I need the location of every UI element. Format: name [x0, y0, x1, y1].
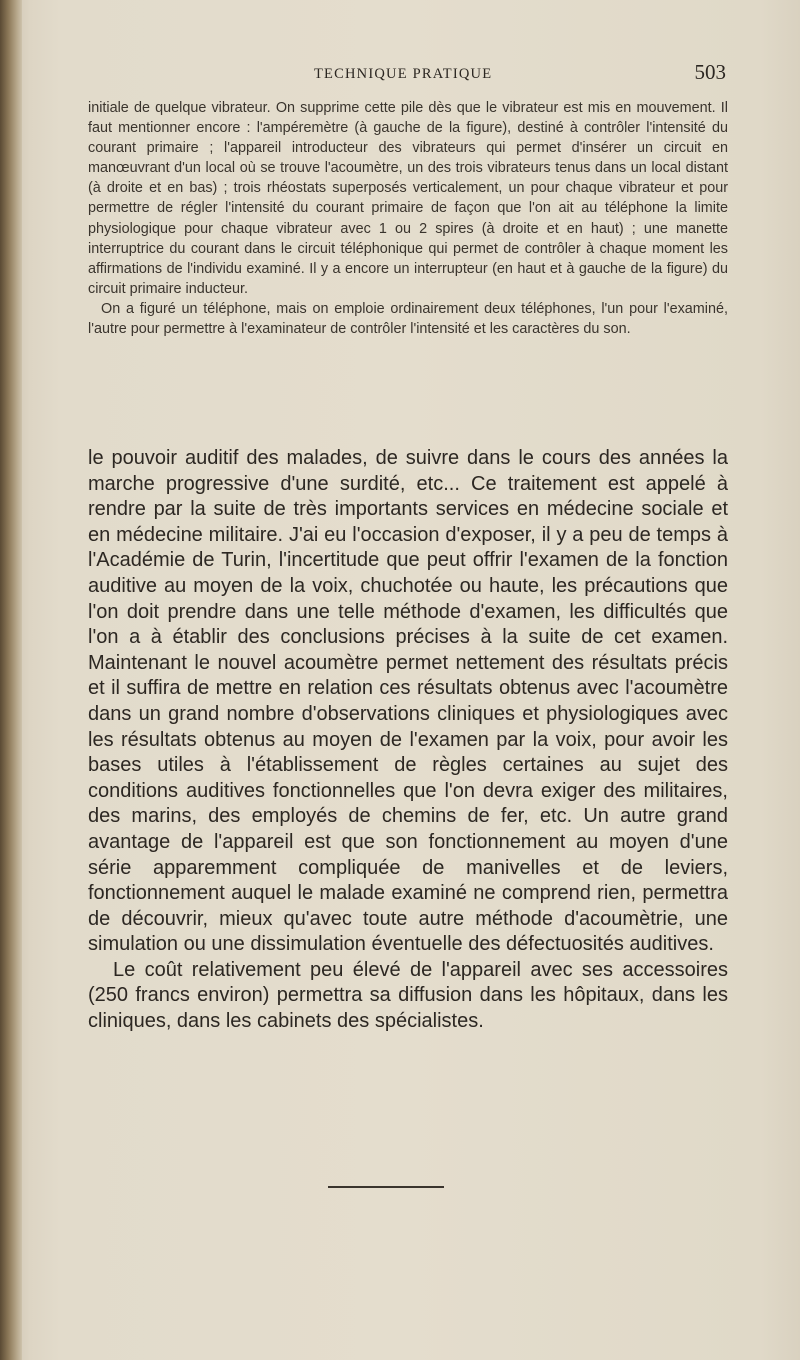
body-paragraph: le pouvoir auditif des malades, de suivre dans le cours des années la marche progressive d'une surdité, etc... Ce traitement est appelé à rendre par la suite de très importants services en médecine sociale et en médecine militaire. J'ai eu l'occasion d'exposer, il y a peu de temps à l'Académie de Turin, l'incertitude que peut offrir l'examen de la fonction auditive au moyen de la voix, chuchotée ou haute, les précautions que l'on doit prendre dans une telle méthode d'examen, les difficultés que l'on a à établir des conclusions précises à la suite de cet examen. Maintenant le nouvel acoumètre permet nettement des résultats précis et il suffira de mettre en relation ces résultats obtenus avec l'acoumètre dans un grand nombre d'observations cliniques et physiologiques avec les résultats obtenus au moyen de l'examen par la voix, pour avoir les bases utiles à l'établissement de règles certaines au sujet des conditions auditives fonctionnelles que l'on devra exiger des militaires, des marins, des employés de chemins de fer, etc. Un autre grand avantage de l'appareil est que son fonctionnement au moyen d'une série apparemment compliquée de manivelles et de leviers, fonctionnement auquel le malade examiné ne comprend rien, permettra de découvrir, mieux qu'avec toute autre méthode d'acoumètrie, une simulation ou une dissimulation éventuelle des défectuosités auditives. — [88, 447, 728, 956]
caption-paragraph: initiale de quelque vibrateur. On supprime cette pile dès que le vibrateur est mis en mouvement. Il faut mentionner encore : l'ampéremètre (à gauche de la figure), destiné à contrôler l'intensité du courant primaire ; l'appareil introducteur des vibrateurs qui permet d'insérer un circuit en manœuvrant d'un local où se trouve l'acoumètre, un des trois vibrateurs tenus dans un local distant (à droite et en bas) ; trois rhéostats superposés verticalement, un pour chaque vibrateur et pour permettre de régler l'intensité du courant primaire de façon que l'on ait au téléphone la limite physiologique pour chaque vibrateur avec 1 ou 2 spires (à droite et en haut) ; une manette interruptrice du courant dans le circuit téléphonique qui permet de contrôler à chaque moment les affirmations de l'individu examiné. Il y a encore un interrupteur (en haut et à gauche de la figure) du circuit primaire inducteur. — [88, 100, 728, 297]
running-title: TECHNIQUE PRATIQUE — [314, 66, 493, 82]
body-paragraph: Le coût relativement peu élevé de l'appareil avec ses accessoires (250 francs environ) permettra sa diffusion dans les hôpitaux, dans les cliniques, dans les cabinets des spécialistes. — [88, 958, 728, 1033]
page-header — [88, 60, 726, 90]
page-number: 503 — [694, 60, 726, 84]
body-text — [88, 446, 728, 1035]
section-end-rule — [328, 1186, 444, 1188]
page-binding-edge — [0, 0, 22, 1360]
figure-caption — [88, 98, 728, 339]
caption-paragraph: On a figuré un téléphone, mais on emploie ordinairement deux téléphones, l'un pour l'examiné, l'autre pour permettre à l'examinateur de contrôler l'intensité et les caractères du son. — [88, 300, 728, 338]
